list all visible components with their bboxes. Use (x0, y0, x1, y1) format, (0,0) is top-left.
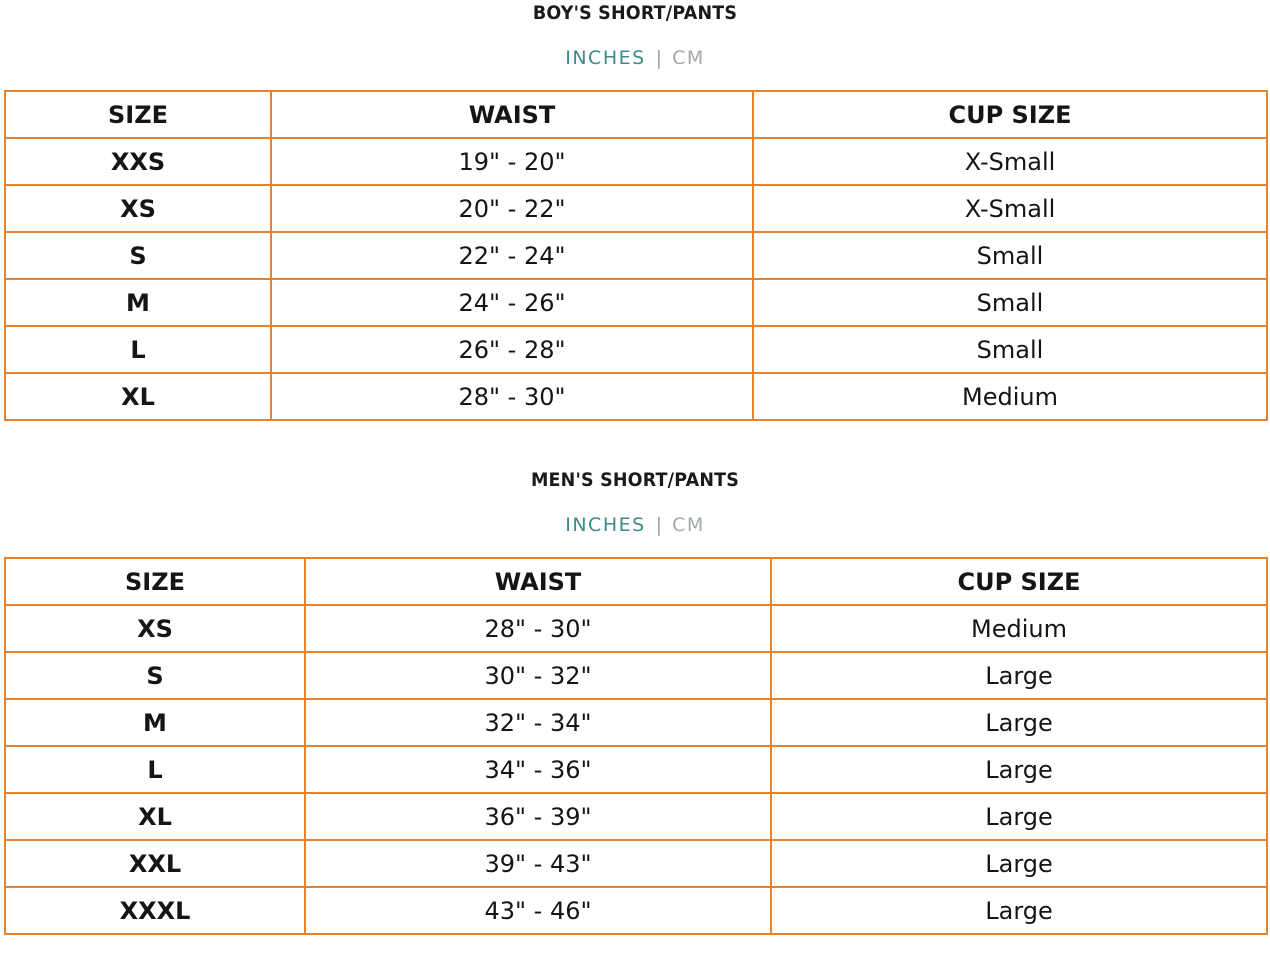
mens-size-cell: L (5, 746, 305, 793)
boys-inches-toggle[interactable]: INCHES (565, 47, 646, 69)
boys-cup-size-cell: Small (753, 279, 1267, 326)
mens-cup-size-cell: Large (771, 840, 1267, 887)
mens-inches-toggle[interactable]: INCHES (565, 514, 646, 536)
boys-waist-cell: 19" - 20" (271, 138, 753, 185)
boys-size-table (4, 90, 1268, 421)
mens-table-row (5, 605, 1267, 652)
mens-size-cell: M (5, 699, 305, 746)
mens-size-cell: XL (5, 793, 305, 840)
mens-table-row (5, 793, 1267, 840)
mens-waist-cell: 39" - 43" (305, 840, 771, 887)
mens-header-cup-size: CUP SIZE (771, 558, 1267, 605)
boys-size-cell: L (5, 326, 271, 373)
boys-size-cell: XXS (5, 138, 271, 185)
boys-cup-size-cell: Small (753, 232, 1267, 279)
boys-cup-size-cell: X-Small (753, 138, 1267, 185)
mens-header-waist: WAIST (305, 558, 771, 605)
mens-header-size: SIZE (5, 558, 305, 605)
mens-cm-toggle[interactable]: CM (672, 514, 705, 536)
boys-header-size: SIZE (5, 91, 271, 138)
mens-table-row (5, 887, 1267, 934)
mens-size-cell: S (5, 652, 305, 699)
mens-waist-cell: 28" - 30" (305, 605, 771, 652)
boys-table-row (5, 232, 1267, 279)
mens-table-row (5, 699, 1267, 746)
boys-unit-separator: | (655, 47, 663, 69)
boys-waist-cell: 24" - 26" (271, 279, 753, 326)
mens-table-row (5, 746, 1267, 793)
mens-waist-cell: 36" - 39" (305, 793, 771, 840)
mens-cup-size-cell: Large (771, 746, 1267, 793)
mens-cup-size-cell: Large (771, 652, 1267, 699)
boys-table-row (5, 185, 1267, 232)
boys-section-title: BOY'S SHORT/PANTS (532, 2, 738, 24)
boys-waist-cell: 20" - 22" (271, 185, 753, 232)
boys-cup-size-cell: X-Small (753, 185, 1267, 232)
boys-size-cell: XL (5, 373, 271, 420)
boys-waist-cell: 26" - 28" (271, 326, 753, 373)
mens-cup-size-cell: Large (771, 887, 1267, 934)
boys-unit-toggle (0, 47, 1270, 69)
boys-cup-size-cell: Small (753, 326, 1267, 373)
boys-size-cell: XS (5, 185, 271, 232)
boys-header-row (5, 91, 1267, 138)
boys-size-cell: S (5, 232, 271, 279)
boys-header-waist: WAIST (271, 91, 753, 138)
mens-size-cell: XXL (5, 840, 305, 887)
boys-table-row (5, 279, 1267, 326)
mens-size-table (4, 557, 1268, 935)
boys-waist-cell: 28" - 30" (271, 373, 753, 420)
mens-size-cell: XS (5, 605, 305, 652)
boys-table-row (5, 326, 1267, 373)
mens-waist-cell: 34" - 36" (305, 746, 771, 793)
boys-cup-size-cell: Medium (753, 373, 1267, 420)
boys-header-cup-size: CUP SIZE (753, 91, 1267, 138)
mens-table-row (5, 840, 1267, 887)
boys-size-cell: M (5, 279, 271, 326)
mens-size-cell: XXXL (5, 887, 305, 934)
mens-waist-cell: 30" - 32" (305, 652, 771, 699)
mens-cup-size-cell: Large (771, 793, 1267, 840)
mens-table-row (5, 652, 1267, 699)
boys-cm-toggle[interactable]: CM (672, 47, 705, 69)
mens-unit-separator: | (655, 514, 663, 536)
mens-cup-size-cell: Large (771, 699, 1267, 746)
boys-table-row (5, 138, 1267, 185)
mens-section-title: MEN'S SHORT/PANTS (530, 469, 740, 491)
mens-waist-cell: 43" - 46" (305, 887, 771, 934)
mens-header-row (5, 558, 1267, 605)
mens-unit-toggle (0, 514, 1270, 536)
boys-waist-cell: 22" - 24" (271, 232, 753, 279)
mens-waist-cell: 32" - 34" (305, 699, 771, 746)
boys-table-row (5, 373, 1267, 420)
mens-cup-size-cell: Medium (771, 605, 1267, 652)
